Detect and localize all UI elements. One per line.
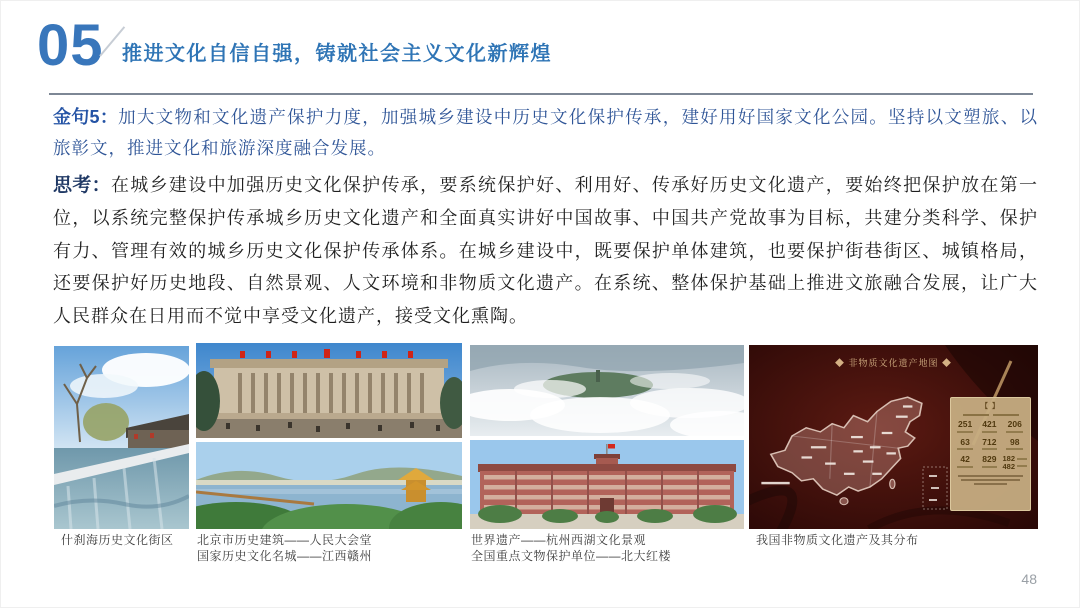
stat-cell: 829 [978,455,1000,470]
caption-line: 什刹海历史文化街区 [61,533,174,547]
stat-cell: 251 [954,420,976,433]
stat-cell: 42 [954,455,976,470]
thought-paragraph [53,169,1038,332]
quote-label: 金句5： [53,107,119,127]
header-divider-line [49,93,1033,95]
stats-panel-footnotes [954,475,1027,485]
west-lake-mist-image [470,345,744,436]
stat-cell [1002,455,1027,470]
slide-title: 推进文化自信自强，铸就社会主义文化新辉煌 [122,43,552,65]
stat-cell: 206 [1002,420,1027,433]
stat-cell: 63 [954,438,976,451]
quote-paragraph [53,102,1038,164]
stat-cell: 421 [978,420,1000,433]
photo-ganzhou-lake [196,442,462,529]
photo-heritage-map [749,345,1038,529]
caption-shichahai [61,532,174,548]
thought-label: 思考： [53,175,111,196]
heritage-map-title: ◆ 非物质文化遗产地图 ◆ [834,358,952,368]
great-hall-image [196,343,462,438]
stats-grid [954,420,1027,470]
caption-line: 世界遗产——杭州西湖文化景观 [471,533,647,547]
section-number: 05 [37,13,104,78]
caption-line: 国家历史文化名城——江西赣州 [197,549,373,563]
caption-westlake-redbuilding [471,532,671,564]
caption-great-hall-ganzhou [197,532,372,564]
photo-pku-red-building [470,440,744,529]
thought-text: 在城乡建设中加强历史文化保护传承，要系统保护好、利用好、传承好历史文化遗产，要始终把保护放在第一位，以系统完整保护传承城乡历史文化遗产和全面真实讲好中国故事、中国共产党故事为目标，共建分类科学、保护有力、管理有效的城乡历史文化保护传承体系。在城乡建设中，既要保护单体建筑，也要保护街巷街区、城镇格局，还要保护好历史地段、自然景观、人文环境和非物质文化遗产。在系统、整体保护基础上推进文旅融合发展，让广大人民群众在日用而不觉中享受文化遗产，接受文化熏陶。 [53,175,1038,326]
stat-cell: 712 [978,438,1000,451]
ganzhou-lake-image [196,442,462,529]
caption-line: 全国重点文物保护单位——北大红楼 [471,549,672,563]
caption-line: 我国非物质文化遗产及其分布 [756,533,919,547]
stats-panel-subtitle [954,414,1027,416]
quote-text: 加大文物和文化遗产保护力度，加强城乡建设中历史文化保护传承，建好用好国家文化公园。坚持以文塑旅、以旅彰文，推进文化和旅游深度融合发展。 [53,107,1038,158]
caption-heritage-map [756,532,919,548]
stats-panel-header: 【 】 [981,403,1000,410]
shichahai-canal-image [54,346,189,529]
stat-cell: 182 [1002,455,1027,463]
pku-red-building-image [470,440,744,529]
stat-cell: 98 [1002,438,1027,451]
page-number: 48 [1021,571,1037,587]
photo-shichahai-canal [54,346,189,529]
photo-great-hall [196,343,462,438]
stat-cell: 482 [1002,463,1027,471]
photo-west-lake-mist [470,345,744,436]
caption-line: 北京市历史建筑——人民大会堂 [197,533,373,547]
heritage-map-stats-panel [950,397,1031,511]
